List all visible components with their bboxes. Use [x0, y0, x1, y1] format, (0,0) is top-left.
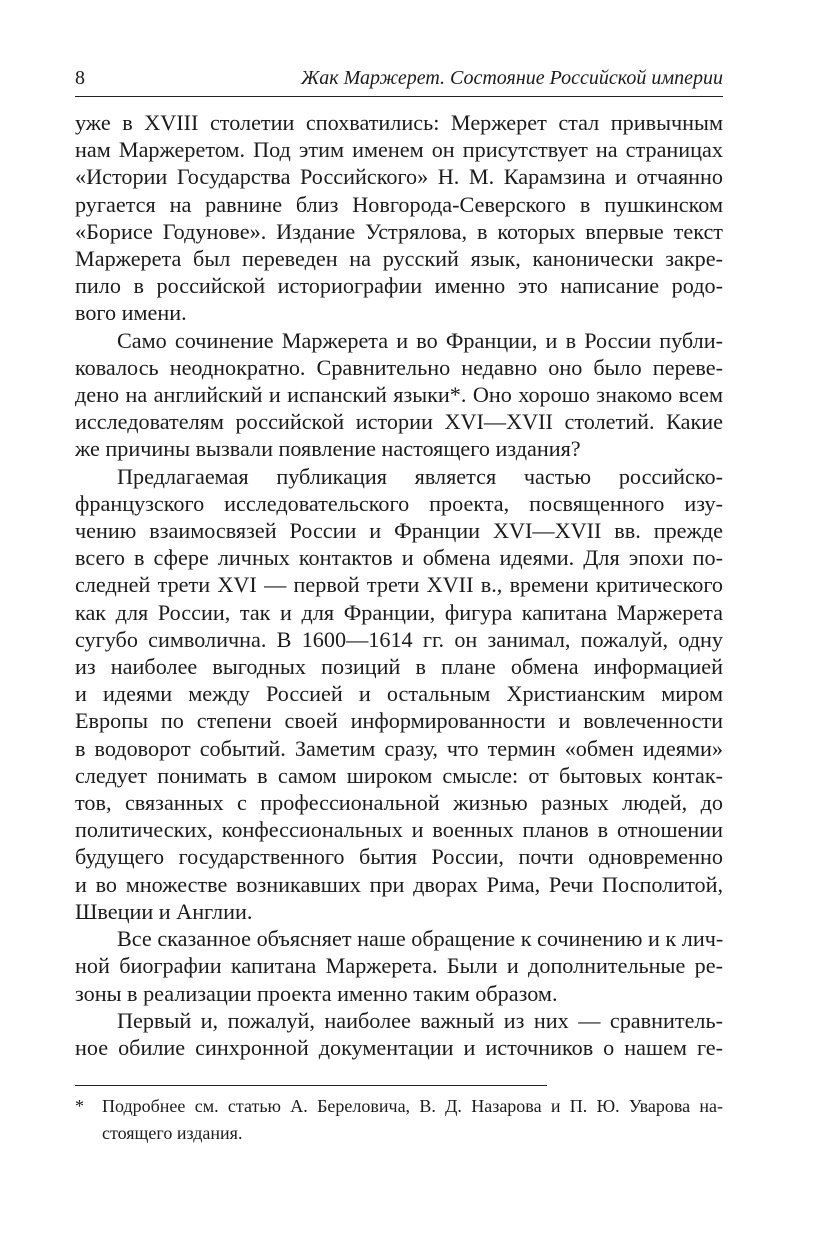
footnote-line: стоящего издания.: [102, 1123, 243, 1143]
footnote-line: Подробнее см. статью А. Береловича, В. Д. Назарова и П. Ю. Уварова на-: [102, 1096, 723, 1116]
body-text: [75, 109, 723, 1061]
text-line: уже в XVIII столетии спохватились: Мержерет стал привычным: [75, 110, 723, 135]
footnote-marker: *: [75, 1096, 84, 1116]
text-line: Европы по степени своей информированности и вовлеченности: [75, 708, 723, 734]
text-line: ное обилие синхронной документации и источников о нашем ге-: [75, 1034, 723, 1060]
running-title: Жак Маржерет. Состояние Российской империи: [300, 67, 723, 89]
text-line: ной биографии капитана Маржерета. Были и дополнительные ре-: [75, 953, 723, 979]
text-line: следней трети XVI — первой трети XVII в., времени критического: [75, 572, 723, 598]
paragraph-first-line: Все сказанное объясняет наше обращение к сочинению и к лич-: [117, 926, 724, 952]
text-line: и во множестве возникавших при дворах Рима, Речи Посполитой,: [75, 871, 723, 897]
text-line: «Истории Государства Российского» Н. М. Карамзина и отчаянно: [75, 164, 723, 190]
paragraph-first-line: Само сочинение Маржерета и во Франции, и в России публи-: [117, 327, 723, 353]
text-line: Маржерета был переведен на русский язык, канонически закре-: [75, 246, 723, 272]
paragraph-first-line: Первый и, пожалуй, наиболее важный из них — сравнитель-: [117, 1007, 723, 1033]
text-line: из наиболее выгодных позиций в плане обмена информацией: [75, 654, 723, 680]
text-line: политических, конфессиональных и военных планов в отношении: [75, 817, 723, 843]
text-line: нам Маржеретом. Под этим именем он присутствует на страницах: [75, 137, 723, 163]
text-line: в водоворот событий. Заметим сразу, что термин «обмен идеями»: [75, 735, 723, 761]
paragraph-first-line: Предлагаемая публикация является частью российско-: [117, 463, 723, 489]
text-line: всего в сфере личных контактов и обмена идеями. Для эпохи по-: [75, 545, 723, 571]
text-line: исследователям российской истории XVI—XVII столетий. Какие: [75, 409, 723, 435]
text-line: «Борисе Годунове». Издание Устрялова, в которых впервые текст: [75, 218, 723, 244]
running-header: [75, 64, 723, 97]
text-line: ругается на равнине близ Новгорода-Северского в пушкинском: [75, 191, 723, 217]
text-line: чению взаимосвязей России и Франции XVI—XVII вв. прежде: [75, 518, 723, 544]
text-line: как для России, так и для Франции, фигура капитана Маржерета: [75, 599, 723, 625]
text-line: французского исследовательского проекта, посвященного изу-: [75, 490, 723, 516]
text-line: ковалось неоднократно. Сравнительно недавно оно было переве-: [75, 354, 723, 380]
text-line: сугубо символична. В 1600—1614 гг. он занимал, пожалуй, одну: [75, 626, 723, 652]
text-line: и идеями между Россией и остальным Христианским миром: [75, 681, 723, 707]
text-line: будущего государственного бытия России, почти одновременно: [75, 844, 723, 870]
text-line: пило в российской историографии именно это написание родо-: [75, 273, 723, 299]
text-line: дено на английский и испанский языки*. Оно хорошо знакомо всем: [75, 382, 723, 408]
page-number: 8: [75, 67, 85, 89]
text-line: следует понимать в самом широком смысле: от бытовых контак-: [75, 762, 723, 788]
text-line: же причины вызвали появление настоящего издания?: [75, 436, 581, 462]
text-line: Швеции и Англии.: [75, 898, 253, 924]
footnote: [75, 1093, 723, 1147]
text-line: тов, связанных с профессиональной жизнью разных людей, до: [75, 790, 723, 816]
text-line: зоны в реализации проекта именно таким образом.: [75, 980, 558, 1006]
text-line: вого имени.: [75, 300, 187, 326]
footnote-divider: [75, 1085, 547, 1086]
